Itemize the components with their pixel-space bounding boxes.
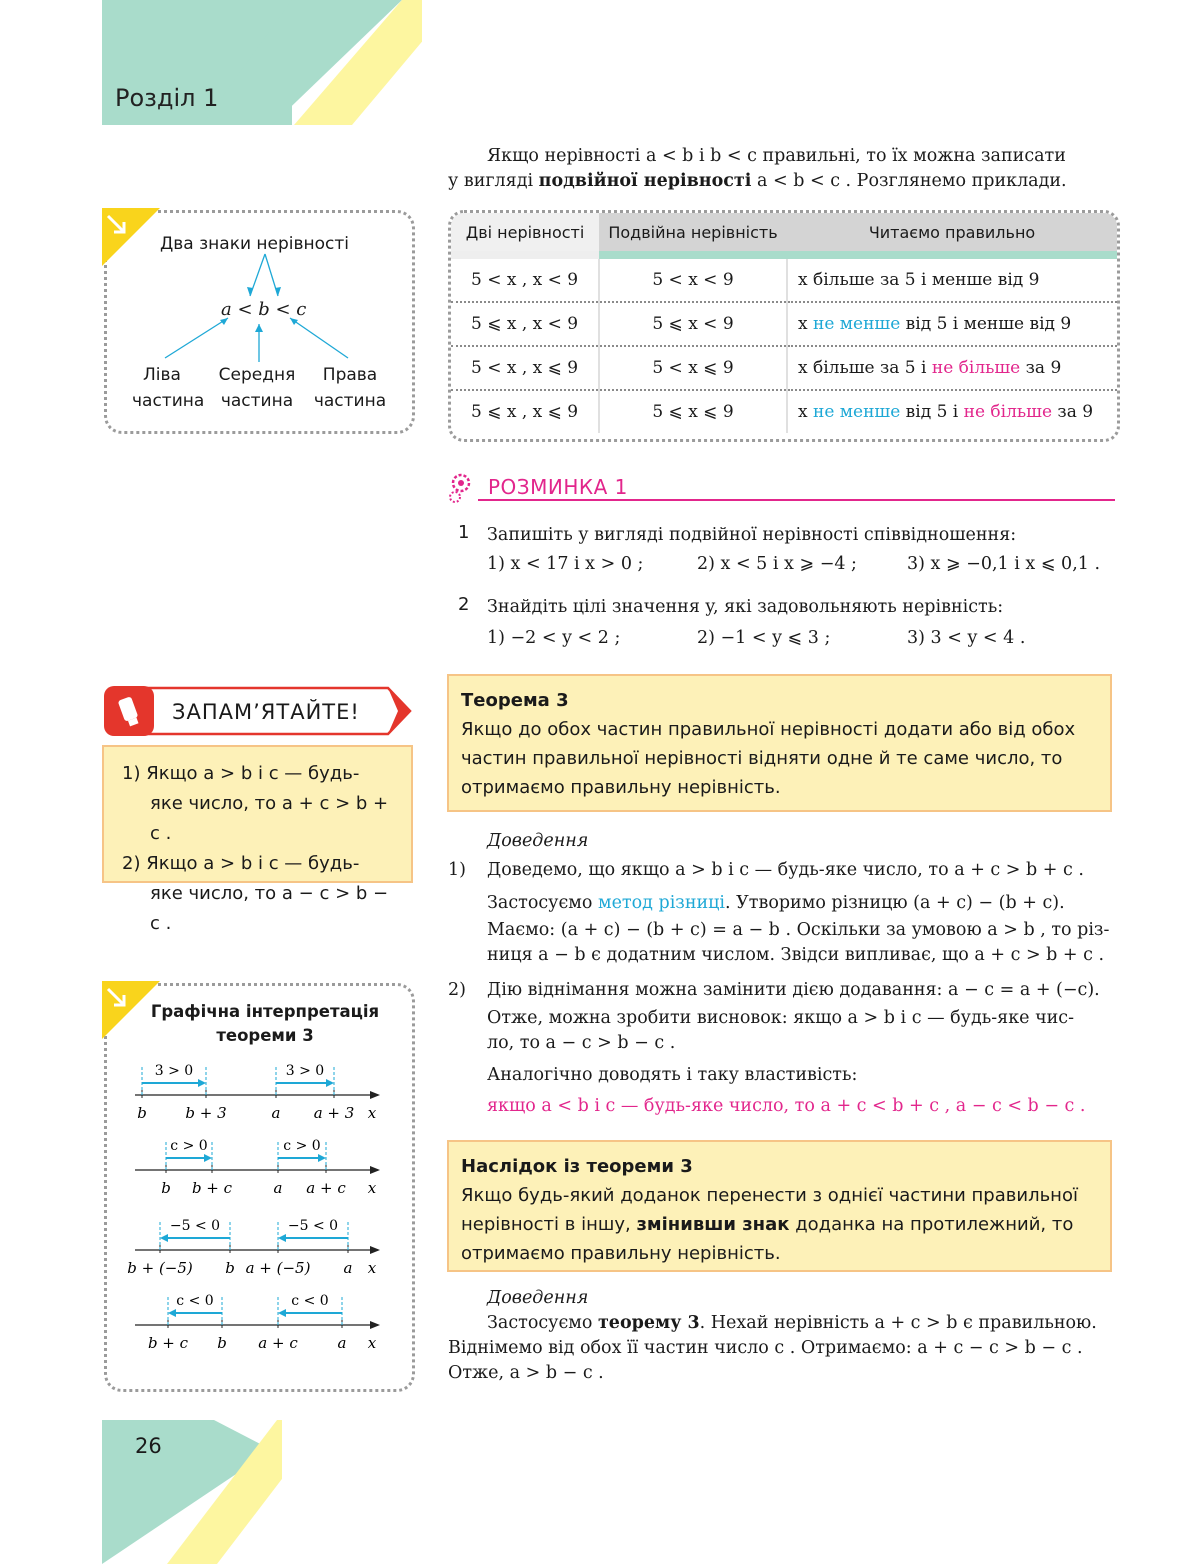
number-line-label: x bbox=[367, 1334, 377, 1352]
task-1-number: 1 bbox=[458, 522, 470, 543]
cell-reading bbox=[787, 390, 1117, 433]
interval-inequality: −5 < 0 bbox=[169, 1218, 221, 1234]
proof-1-line-6: Отже, можна зробити висновок: якщо a > b і c — будь-яке чис- bbox=[487, 1008, 1075, 1028]
number-line-label: b + (−5) bbox=[127, 1259, 193, 1277]
reading-segment: не більше bbox=[931, 358, 1021, 378]
reading-segment: не більше bbox=[963, 402, 1053, 422]
task-1-item-2: 2) x < 5 і x ⩾ −4 ; bbox=[697, 554, 857, 574]
intro-line-2: у вигляді подвійної нерівності a < b < c . Розглянемо приклади. bbox=[448, 171, 1067, 191]
inequalities-table bbox=[448, 210, 1120, 442]
proof-1-line-7: ло, то a − c > b − c . bbox=[487, 1033, 676, 1053]
interval-inequality: c > 0 bbox=[170, 1138, 208, 1154]
corollary-title: Наслідок із теореми 3 bbox=[461, 1156, 693, 1177]
table-row bbox=[451, 390, 1117, 433]
task-2-item-3: 3) 3 < y < 4 . bbox=[907, 628, 1026, 648]
number-line-label: a + c bbox=[258, 1334, 298, 1352]
task-2-text: Знайдіть цілі значення y, які задовольняють нерівність: bbox=[487, 597, 1004, 617]
proof-1-heading: Доведення bbox=[487, 831, 589, 851]
number-line-label: a bbox=[343, 1259, 353, 1277]
proof-1-line-4: ниця a − b є додатним числом. Звідси випливає, що a + c > b + c . bbox=[487, 945, 1105, 965]
reading-segment: x bbox=[798, 402, 813, 422]
reading-segment: за 9 bbox=[1020, 358, 1062, 378]
cell-reading bbox=[787, 346, 1117, 390]
arrow-head-icon bbox=[160, 1234, 168, 1242]
parts-title: Два знаки нерівності bbox=[160, 234, 350, 254]
task-1-item-1: 1) x < 17 і x > 0 ; bbox=[487, 554, 644, 574]
section-title: Розділ 1 bbox=[115, 84, 219, 112]
proof-1-line-3: Маємо: (a + c) − (b + c) = a − b . Оскільки за умовою a > b , то різ- bbox=[487, 920, 1110, 940]
proof-2-line-3: Отже, a > b − c . bbox=[448, 1363, 604, 1383]
reading-segment: x більше за 5 і bbox=[798, 358, 932, 378]
proof-1-num-1: 1) bbox=[448, 860, 466, 880]
arrow-head-icon bbox=[278, 1309, 286, 1317]
footer-decoration bbox=[102, 1420, 282, 1564]
proof-1-num-2: 2) bbox=[448, 980, 466, 1000]
theorem-3-box: Теорема 3 Якщо до обох частин правильної нерівності додати або від обох частин правильної нерівності відняти одне й те саме число, то отримаємо правильну нерівність. bbox=[447, 674, 1112, 812]
parts-expression: a < b < c bbox=[221, 299, 307, 320]
reading-segment: не менше bbox=[813, 314, 901, 334]
number-line-label: b + c bbox=[147, 1334, 189, 1352]
task-1-item-3: 3) x ⩾ −0,1 і x ⩽ 0,1 . bbox=[907, 554, 1101, 574]
cell-two-inequalities: 5 ⩽ x , x ⩽ 9 bbox=[451, 390, 599, 433]
number-line-label: a bbox=[273, 1179, 283, 1197]
cell-double-inequality: 5 < x ⩽ 9 bbox=[599, 346, 787, 390]
interval-inequality: 3 > 0 bbox=[154, 1063, 194, 1079]
axis-arrow-icon bbox=[370, 1166, 380, 1174]
table-row bbox=[451, 302, 1117, 346]
remember-box: 1) Якщо a > b і c — будь- яке число, то a + c > b + c . 2) Якщо a > b і c — будь- яке число, то a − c > b − c . bbox=[102, 745, 413, 883]
header-two-inequalities: Дві нерівності bbox=[451, 213, 599, 251]
reading-segment: x більше за 5 і менше від 9 bbox=[798, 270, 1040, 290]
number-line-label: b + c bbox=[191, 1179, 233, 1197]
axis-arrow-icon bbox=[370, 1321, 380, 1329]
proof-1-line-5: Дію віднімання можна замінити дією додавання: a − c = a + (−c). bbox=[487, 980, 1100, 1000]
number-line-label: b bbox=[161, 1179, 171, 1197]
proof-1-line-1: Доведемо, що якщо a > b і c — будь-яке число, то a + c > b + c . bbox=[487, 860, 1084, 880]
cell-two-inequalities: 5 ⩽ x , x < 9 bbox=[451, 302, 599, 346]
remember-title: ЗАПАМ’ЯТАЙТЕ! bbox=[172, 700, 360, 724]
number-line-label: b bbox=[137, 1104, 147, 1122]
gears-icon bbox=[447, 472, 477, 504]
cell-reading bbox=[787, 259, 1117, 302]
interval-inequality: −5 < 0 bbox=[287, 1218, 339, 1234]
proof-1-line-8: Аналогічно доводять і таку властивість: bbox=[487, 1065, 858, 1085]
theorem-3-title: Теорема 3 bbox=[461, 690, 569, 711]
number-line-label: a + (−5) bbox=[245, 1259, 311, 1277]
reading-segment: за 9 bbox=[1052, 402, 1094, 422]
cell-double-inequality: 5 < x < 9 bbox=[599, 259, 787, 302]
task-2-number: 2 bbox=[458, 594, 470, 615]
interval-inequality: c < 0 bbox=[176, 1293, 214, 1309]
cell-double-inequality: 5 ⩽ x < 9 bbox=[599, 302, 787, 346]
intro-line-1: Якщо нерівності a < b і b < c правильні, то їх можна записати bbox=[487, 146, 1066, 166]
table-row bbox=[451, 259, 1117, 302]
number-line-label: x bbox=[367, 1259, 377, 1277]
reading-segment: не менше bbox=[813, 402, 901, 422]
warmup-rule bbox=[478, 499, 1115, 501]
number-line-label: x bbox=[367, 1104, 377, 1122]
reading-segment: від 5 і bbox=[900, 402, 964, 422]
number-line-label: a bbox=[271, 1104, 281, 1122]
proof-2-heading: Доведення bbox=[487, 1288, 589, 1308]
arrow-head-icon bbox=[278, 1234, 286, 1242]
table-row bbox=[451, 346, 1117, 390]
corollary-box: Наслідок із теореми 3 Якщо будь-який доданок перенести з однієї частини правильної нерівності в іншу, змінивши знак доданка на протилежний, то отримаємо правильну нерівність. bbox=[447, 1140, 1112, 1272]
axis-arrow-icon bbox=[370, 1246, 380, 1254]
left-part-label: Ліва частина bbox=[132, 365, 205, 411]
header-double-inequality: Подвійна нерівність bbox=[599, 213, 787, 251]
arrow-head-icon bbox=[204, 1154, 212, 1162]
number-line-label: b + 3 bbox=[185, 1104, 227, 1122]
page-number: 26 bbox=[135, 1434, 162, 1458]
number-lines bbox=[120, 1055, 390, 1380]
arrow-head-icon bbox=[168, 1309, 176, 1317]
reading-segment: x bbox=[798, 314, 813, 334]
number-line-label: b bbox=[217, 1334, 227, 1352]
interval-inequality: c > 0 bbox=[283, 1138, 321, 1154]
right-part-label: Права частина bbox=[313, 365, 387, 411]
warmup-title: РОЗМИНКА 1 bbox=[488, 475, 628, 499]
number-line-label: a + 3 bbox=[313, 1104, 355, 1122]
cell-two-inequalities: 5 < x , x < 9 bbox=[451, 259, 599, 302]
cell-double-inequality: 5 ⩽ x ⩽ 9 bbox=[599, 390, 787, 433]
interval-inequality: 3 > 0 bbox=[285, 1063, 325, 1079]
cell-reading bbox=[787, 302, 1117, 346]
proof-1-line-9: якщо a < b і c — будь-яке число, то a + c < b + c , a − c < b − c . bbox=[487, 1096, 1086, 1116]
task-2-item-1: 1) −2 < y < 2 ; bbox=[487, 628, 621, 648]
number-line-label: b bbox=[225, 1259, 235, 1277]
arrow-head-icon bbox=[326, 1079, 334, 1087]
number-line-label: a + c bbox=[306, 1179, 346, 1197]
task-1-text: Запишіть у вигляді подвійної нерівності співвідношення: bbox=[487, 525, 1017, 545]
reading-segment: від 5 і менше від 9 bbox=[900, 314, 1072, 334]
arrow-head-icon bbox=[318, 1154, 326, 1162]
proof-1-line-2: Застосуємо метод різниці. Утворимо різницю (a + c) − (b + c). bbox=[487, 893, 1065, 913]
proof-2-line-2: Віднімемо від обох її частин число c . Отримаємо: a + c − c > b − c . bbox=[448, 1338, 1083, 1358]
arrow-head-icon bbox=[198, 1079, 206, 1087]
interval-inequality: c < 0 bbox=[291, 1293, 329, 1309]
cell-two-inequalities: 5 < x , x ⩽ 9 bbox=[451, 346, 599, 390]
proof-2-line-1: Застосуємо теорему 3. Нехай нерівність a + c > b є правильною. bbox=[487, 1313, 1097, 1333]
number-line-label: x bbox=[367, 1179, 377, 1197]
header-read-correctly: Читаємо правильно bbox=[787, 213, 1117, 251]
number-line-label: a bbox=[337, 1334, 347, 1352]
graph-title: Графічна інтерпретація теореми 3 bbox=[150, 1002, 380, 1045]
task-2-item-2: 2) −1 < y ⩽ 3 ; bbox=[697, 628, 831, 648]
axis-arrow-icon bbox=[370, 1091, 380, 1099]
middle-part-label: Середня частина bbox=[218, 365, 296, 411]
